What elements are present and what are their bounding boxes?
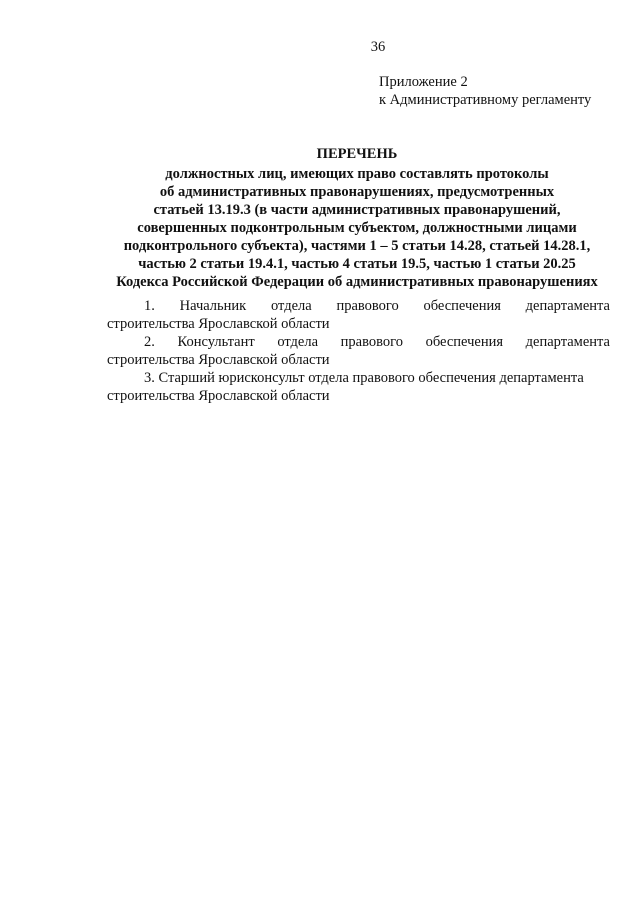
appendix-line-2: к Административному регламенту — [379, 92, 592, 108]
list-item-line — [107, 297, 610, 315]
list-item — [107, 333, 610, 369]
list-item-line: строительства Ярославской области — [107, 316, 330, 332]
word: Начальник — [179, 298, 247, 314]
list-item-line: 3. Старший юрисконсульт отдела правового обеспечения департамента — [144, 370, 584, 386]
title-line: частью 2 статьи 19.4.1, частью 4 статьи 19.5, частью 1 статьи 20.25 — [138, 256, 576, 272]
word: правового — [340, 334, 403, 350]
title-line: об административных правонарушениях, предусмотренных — [159, 184, 555, 200]
title-line: статьей 13.19.3 (в части административных правонарушений, — [153, 202, 561, 218]
word: обеспечения — [425, 334, 504, 350]
title-line: Кодекса Российской Федерации об административных правонарушениях — [116, 274, 598, 290]
title-line: должностных лиц, имеющих право составлять протоколы — [165, 166, 549, 182]
word: департамента — [525, 298, 610, 314]
title-main: ПЕРЕЧЕНЬ — [316, 146, 398, 162]
word: Консультант — [177, 334, 255, 350]
word: отдела — [277, 334, 319, 350]
word: 1. — [144, 298, 155, 314]
word: обеспечения — [423, 298, 501, 314]
list-item — [107, 297, 610, 333]
list-item-line: строительства Ярославской области — [107, 352, 330, 368]
appendix-note — [379, 73, 591, 109]
list-item-line: строительства Ярославской области — [107, 388, 330, 404]
word: правового — [336, 298, 399, 314]
page-number: 36 — [370, 39, 386, 55]
title-line: совершенных подконтрольным субъектом, должностными лицами — [137, 220, 577, 236]
word: департамента — [525, 334, 610, 350]
appendix-line-1: Приложение 2 — [379, 74, 468, 90]
list-item-line — [107, 333, 610, 351]
document-title — [104, 145, 610, 291]
word: отдела — [270, 298, 312, 314]
title-line: подконтрольного субъекта), частями 1 – 5 статьи 14.28, статьей 14.28.1, — [123, 238, 591, 254]
list-item — [107, 369, 610, 405]
positions-list — [107, 297, 610, 405]
word: 2. — [144, 334, 155, 350]
